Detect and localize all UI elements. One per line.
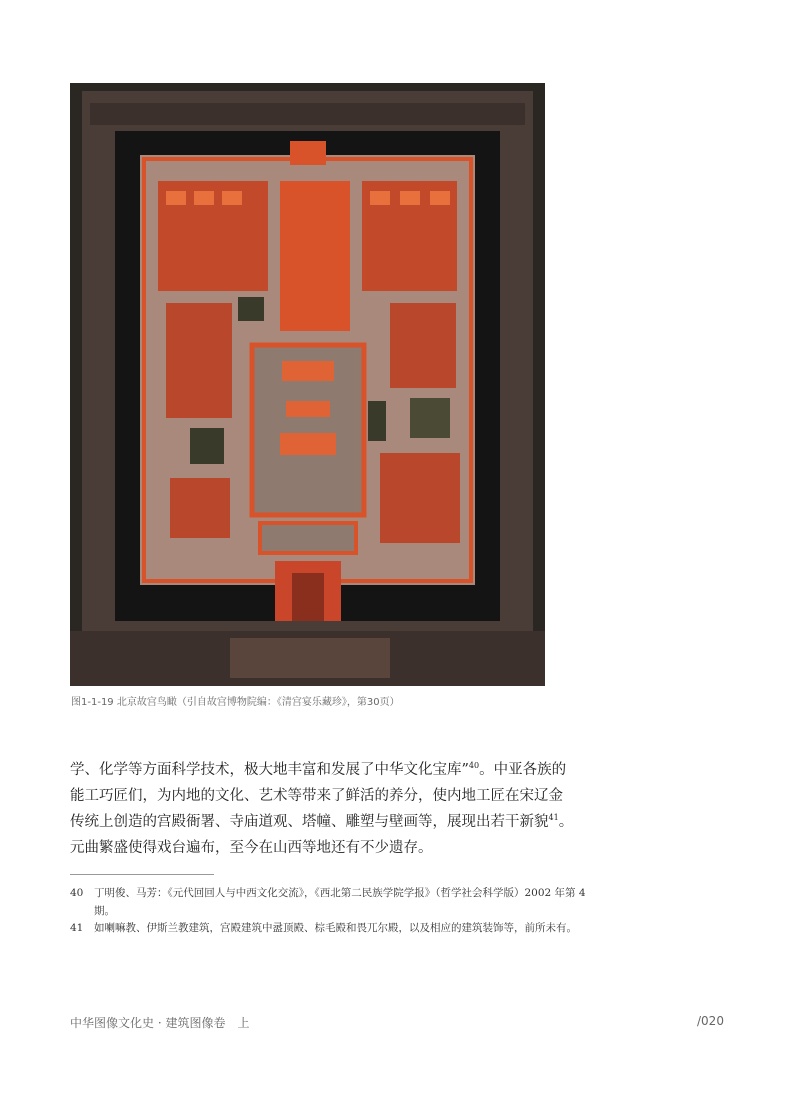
footnote-ref-40: 40 — [468, 761, 480, 771]
body-line-3-start: 传统上创造的宫殿衙署、寺庙道观、塔幢、雕塑与壁画等，展现出若干新貌 — [70, 814, 549, 830]
footnote-number: 40 — [70, 887, 84, 899]
footnote-text: 如喇嘛教、伊斯兰教建筑，宫殿建筑中盝顶殿、棕毛殿和畏兀尔殿，以及相应的建筑装饰等，前所未有。 — [94, 922, 577, 934]
body-line-1-start: 学、化学等方面科学技术，极大地丰富和发展了中华文化宝库” — [70, 762, 469, 778]
body-line-1 — [70, 757, 590, 783]
figure-caption: 图1-1-19 北京故宫鸟瞰（引自故宫博物院编：《清宫宴乐藏珍》，第30页） — [71, 697, 400, 708]
body-line-4: 元曲繁盛使得戏台遍布，至今在山西等地还有不少遗存。 — [70, 840, 433, 856]
footnote-item — [70, 920, 590, 938]
body-line-1-end: 。中亚各族的 — [479, 762, 567, 778]
forbidden-city-aerial-photo — [70, 83, 545, 686]
footnote-divider — [70, 874, 214, 875]
footnote-item — [70, 885, 590, 920]
aerial-photo-drawing — [70, 83, 545, 686]
footnote-number: 41 — [70, 922, 84, 934]
footnote-text: 丁明俊、马芳：《元代回回人与中西文化交流》，《西北第二民族学院学报》（哲学社会科学版）2002 年第 4 期。 — [94, 887, 586, 917]
page-number: /020 — [697, 1014, 724, 1028]
body-line-2: 能工巧匠们，为内地的文化、艺术等带来了鲜活的养分，使内地工匠在宋辽金 — [70, 788, 563, 804]
running-footer-title: 中华图像文化史 · 建筑图像卷 上 — [70, 1016, 250, 1030]
footnotes-list — [70, 885, 590, 938]
footnote-ref-41: 41 — [548, 813, 559, 823]
body-paragraph — [70, 757, 590, 861]
body-line-3 — [70, 809, 590, 835]
body-line-3-end: 。 — [558, 814, 574, 830]
